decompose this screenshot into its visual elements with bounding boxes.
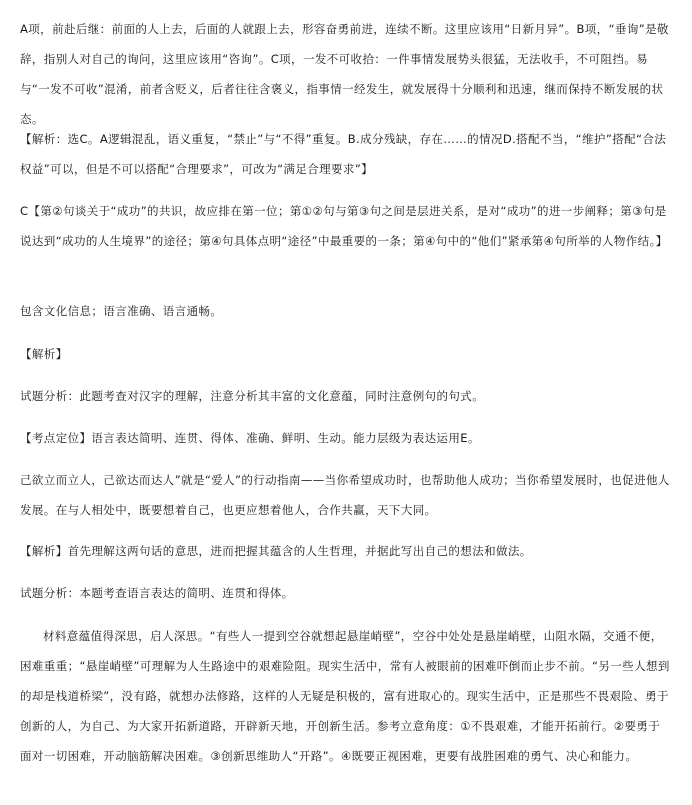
paragraph-confucius-saying: 己欲立而立人，己欲达而达人”就是“爱人”的行动指南——当你希望成功时，也帮助他人成功；当你希望发展时，也促进他人发展。在与人相处中，既要想着自己，也更应想着他人，合作共赢，天下大同。 — [20, 473, 670, 517]
paragraph-cultural-info: 包含文化信息；语言准确、语言通畅。 — [20, 304, 223, 318]
paragraph-analysis-choice-c: 【解析：选C。A逻辑混乱，语义重复，“禁止”与“不得”重复。B.成分残缺，存在……的情况D.搭配不当，“维护”搭配“合法权益”可以，但是不可以搭配“合理要求”，可改为“满足合理要求”】 — [20, 132, 667, 176]
paragraph-test-analysis-2: 试题分析：本题考查语言表达的简明、连贯和得体。 — [20, 586, 294, 600]
paragraph-material-essay: 材料意蕴值得深思，启人深思。“有些人一提到空谷就想起悬崖峭壁”，空谷中处处是悬崖峭壁，山阻水隔，交通不便，困难重重；“悬崖峭壁”可理解为人生路途中的艰难险阻。现实生活中，常有人被眼前的困难吓倒而止步不前。“另一些人想到的却是栈道桥梁”，没有路，就想办法修路，这样的人无疑是积极的，富有进取心的。现实生活中，正是那些不畏艰险、勇于创新的人，为自己、为大家开拓新道路，开辟新天地，开创新生活。参考立意角度：①不畏艰难，才能开拓前行。②要勇于面对一切困难，开动脑筋解决困难。③创新思维助人“开路”。④既要正视困难，更要有战胜困难的勇气、决心和能力。 — [20, 629, 670, 763]
paragraph-knowledge-point: 【考点定位】语言表达简明、连贯、得体、准确、鲜明、生动。能力层级为表达运用E。 — [20, 431, 480, 445]
paragraph-analysis-understanding: 【解析】首先理解这两句话的意思，进而把握其蕴含的人生哲理，并据此写出自己的想法和做法。 — [20, 544, 532, 558]
paragraph-test-analysis-1: 试题分析：此题考查对汉字的理解，注意分析其丰富的文化意蕴，同时注意例句的句式。 — [20, 389, 485, 403]
paragraph-sentence-order: C【第②句谈关于“成功”的共识，故应排在第一位；第①②句与第③句之间是层进关系，是对“成功”的进一步阐释；第③句是说达到“成功的人生境界”的途径；第④句具体点明“途径”中最重要的一条；第④句中的“他们”紧承第④句所举的人物作结。】 — [20, 204, 668, 248]
paragraph-analysis-heading: 【解析】 — [20, 347, 68, 361]
paragraph-answer-explanation-1: A项，前赴后继：前面的人上去，后面的人就跟上去，形容奋勇前进，连续不断。这里应该用“日新月异”。B项，“垂询”是敬辞，指别人对自己的询问，这里应该用“咨询”。C项，一发不可收拾：一件事情发展势头很猛，无法收手，不可阻挡。易与“一发不可收”混淆，前者含贬义，后者往往含褒义，指事情一经发生，就发展得十分顺利和迅速，继而保持不断发展的状态。 — [20, 22, 669, 126]
